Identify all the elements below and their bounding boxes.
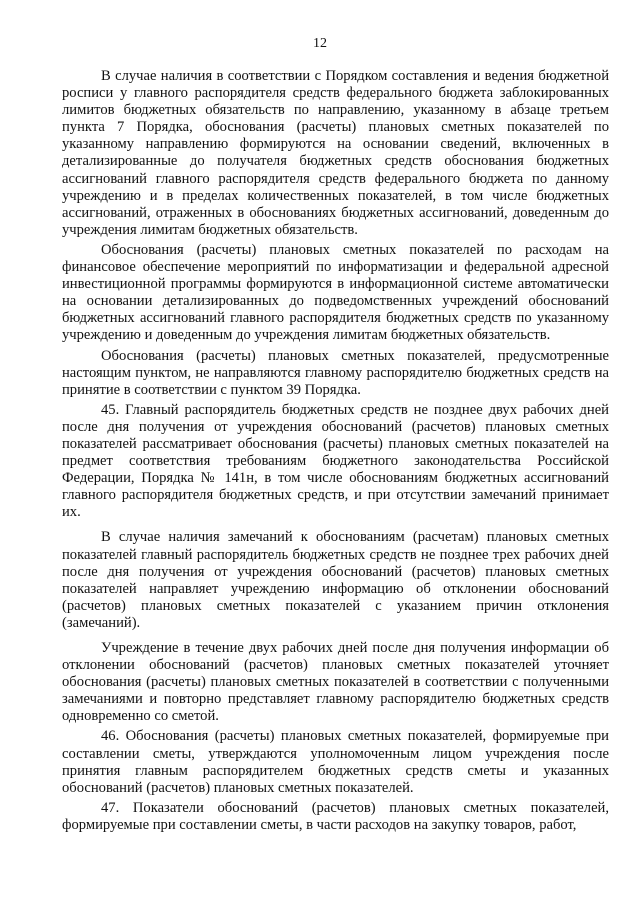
paragraph-item-47: 47. Показатели обоснований (расчетов) плановых сметных показателей, формируемые при составлении сметы, в части расходов на закупку товаров, работ, (62, 799, 609, 833)
paragraph-clarification: Учреждение в течение двух рабочих дней после дня получения информации об отклонении обоснований (расчетов) плановых сметных показателей уточняет обоснования (расчеты) плановых сметных показателей в соответствии с полученными замечаниями и повторно представляет главному распорядителю бюджетных средств одновременно со сметой. (62, 640, 609, 725)
paragraph-remarks: В случае наличия замечаний к обоснованиям (расчетам) плановых сметных показателей главный распорядитель бюджетных средств не позднее трех рабочих дней после дня получения от учреждения обоснований (расчетов) плановых сметных показателей направляет учреждению информацию об отклонении обоснований (расчетов) плановых сметных показателей с указанием причин отклонения (замечаний). (62, 529, 609, 631)
paragraph-item-45: 45. Главный распорядитель бюджетных средств не позднее двух рабочих дней после дня получения от учреждения обоснований (расчетов) плановых сметных показателей рассматривает обоснования (расчеты) плановых сметных показателей на предмет соответствия требованиям бюджетного законодательства Российской Федерации, Порядка № 141н, в том числе обоснованиям бюджетных ассигнований главного распорядителя бюджетных средств, и при отсутствии замечаний принимает их. (62, 401, 609, 521)
paragraph-informatization: Обоснования (расчеты) плановых сметных показателей по расходам на финансовое обеспечение мероприятий по информатизации и федеральной адресной инвестиционной программы формируются в информационной системе автоматически на основании детализированных до подведомственных учреждений обоснований бюджетных ассигнований главного распорядителя бюджетных средств по указанному учреждению и доведенным до учреждения лимитам бюджетных обязательств. (62, 241, 609, 344)
paragraph-not-sent: Обоснования (расчеты) плановых сметных показателей, предусмотренные настоящим пунктом, не направляются главному распорядителю бюджетных средств на принятие в соответствии с пунктом 39 Порядка. (62, 347, 609, 398)
paragraph-item-46: 46. Обоснования (расчеты) плановых сметных показателей, формируемые при составлении сметы, утверждаются уполномоченным лицом учреждения после принятия главным распорядителем бюджетных средств сметы и указанных обоснований (расчетов) плановых сметных показателей. (62, 728, 609, 796)
paragraph-blocked-limits: В случае наличия в соответствии с Порядком составления и ведения бюджетной росписи у главного распорядителя средств федерального бюджета заблокированных лимитов бюджетных обязательств по направлению, указанному в абзаце третьем пункта 7 Порядка, обоснования (расчеты) плановых сметных показателей по указанному направлению формируются на основании сведений, включенных в детализированные до получателя бюджетных средств обоснования бюджетных ассигнований главного распорядителя средств федерального бюджета по данному учреждению и в пределах количественных показателей, в том числе бюджетных ассигнований, отраженных в обоснованиях бюджетных ассигнований, доведенным до учреждения лимитам бюджетных обязательств. (62, 68, 609, 238)
page-number: 12 (313, 36, 327, 51)
document-body (62, 68, 609, 834)
